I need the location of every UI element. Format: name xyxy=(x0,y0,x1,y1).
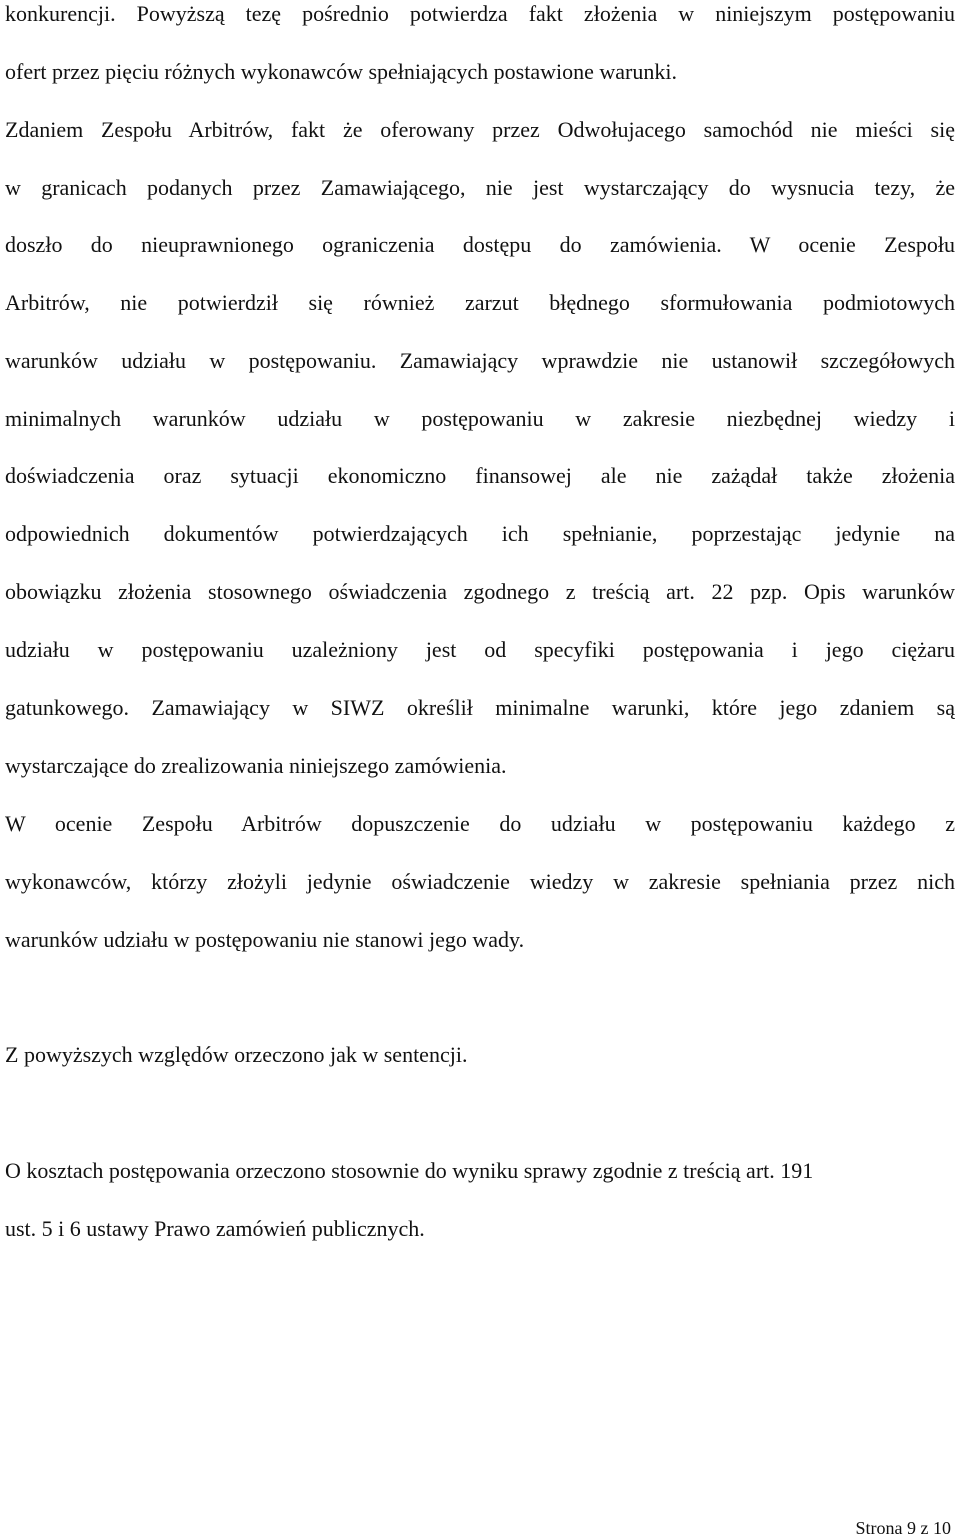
text-line: Zdaniem Zespołu Arbitrów, fakt że oferowany przez Odwołujacego samochód nie mieści się xyxy=(5,117,955,142)
text-line: O kosztach postępowania orzeczono stosownie do wyniku sprawy zgodnie z treścią art. 191 xyxy=(5,1158,814,1183)
text-line: warunków udziału w postępowaniu nie stanowi jego wady. xyxy=(5,927,525,952)
text-line: wykonawców, którzy złożyli jedynie oświadczenie wiedzy w zakresie spełniania przez nich xyxy=(5,869,955,894)
text-line: doszło do nieuprawnionego ograniczenia dostępu do zamówienia. W ocenie Zespołu xyxy=(5,232,955,257)
text-line: w granicach podanych przez Zamawiającego, nie jest wystarczający do wysnucia tezy, że xyxy=(5,175,955,200)
text-line: Z powyższych względów orzeczono jak w sentencji. xyxy=(5,1042,468,1067)
text-line: gatunkowego. Zamawiający w SIWZ określił minimalne warunki, które jego zdaniem są xyxy=(5,695,955,720)
text-line: ofert przez pięciu różnych wykonawców spełniających postawione warunki. xyxy=(5,59,677,84)
text-line: udziału w postępowaniu uzależniony jest od specyfiki postępowania i jego ciężaru xyxy=(5,637,955,662)
text-line: W ocenie Zespołu Arbitrów dopuszczenie do udziału w postępowaniu każdego z xyxy=(5,811,955,836)
text-line: Arbitrów, nie potwierdził się również zarzut błędnego sformułowania podmiotowych xyxy=(5,290,955,315)
text-line: odpowiednich dokumentów potwierdzających ich spełnianie, poprzestając jedynie na xyxy=(5,521,955,546)
text-line: doświadczenia oraz sytuacji ekonomiczno finansowej ale nie zażądał także złożenia xyxy=(5,463,955,488)
text-line: minimalnych warunków udziału w postępowaniu w zakresie niezbędnej wiedzy i xyxy=(5,406,955,431)
document-page xyxy=(5,0,955,1537)
text-line: obowiązku złożenia stosownego oświadczenia zgodnego z treścią art. 22 pzp. Opis warunków xyxy=(5,579,955,604)
text-line: wystarczające do zrealizowania niniejszego zamówienia. xyxy=(5,753,507,778)
text-line: konkurencji. Powyższą tezę pośrednio potwierdza fakt złożenia w niniejszym postępowaniu xyxy=(5,1,955,26)
page-number: Strona 9 z 10 xyxy=(855,1518,951,1538)
text-line: ust. 5 i 6 ustawy Prawo zamówień publicznych. xyxy=(5,1216,425,1241)
text-line: warunków udziału w postępowaniu. Zamawiający wprawdzie nie ustanowił szczegółowych xyxy=(5,348,955,373)
